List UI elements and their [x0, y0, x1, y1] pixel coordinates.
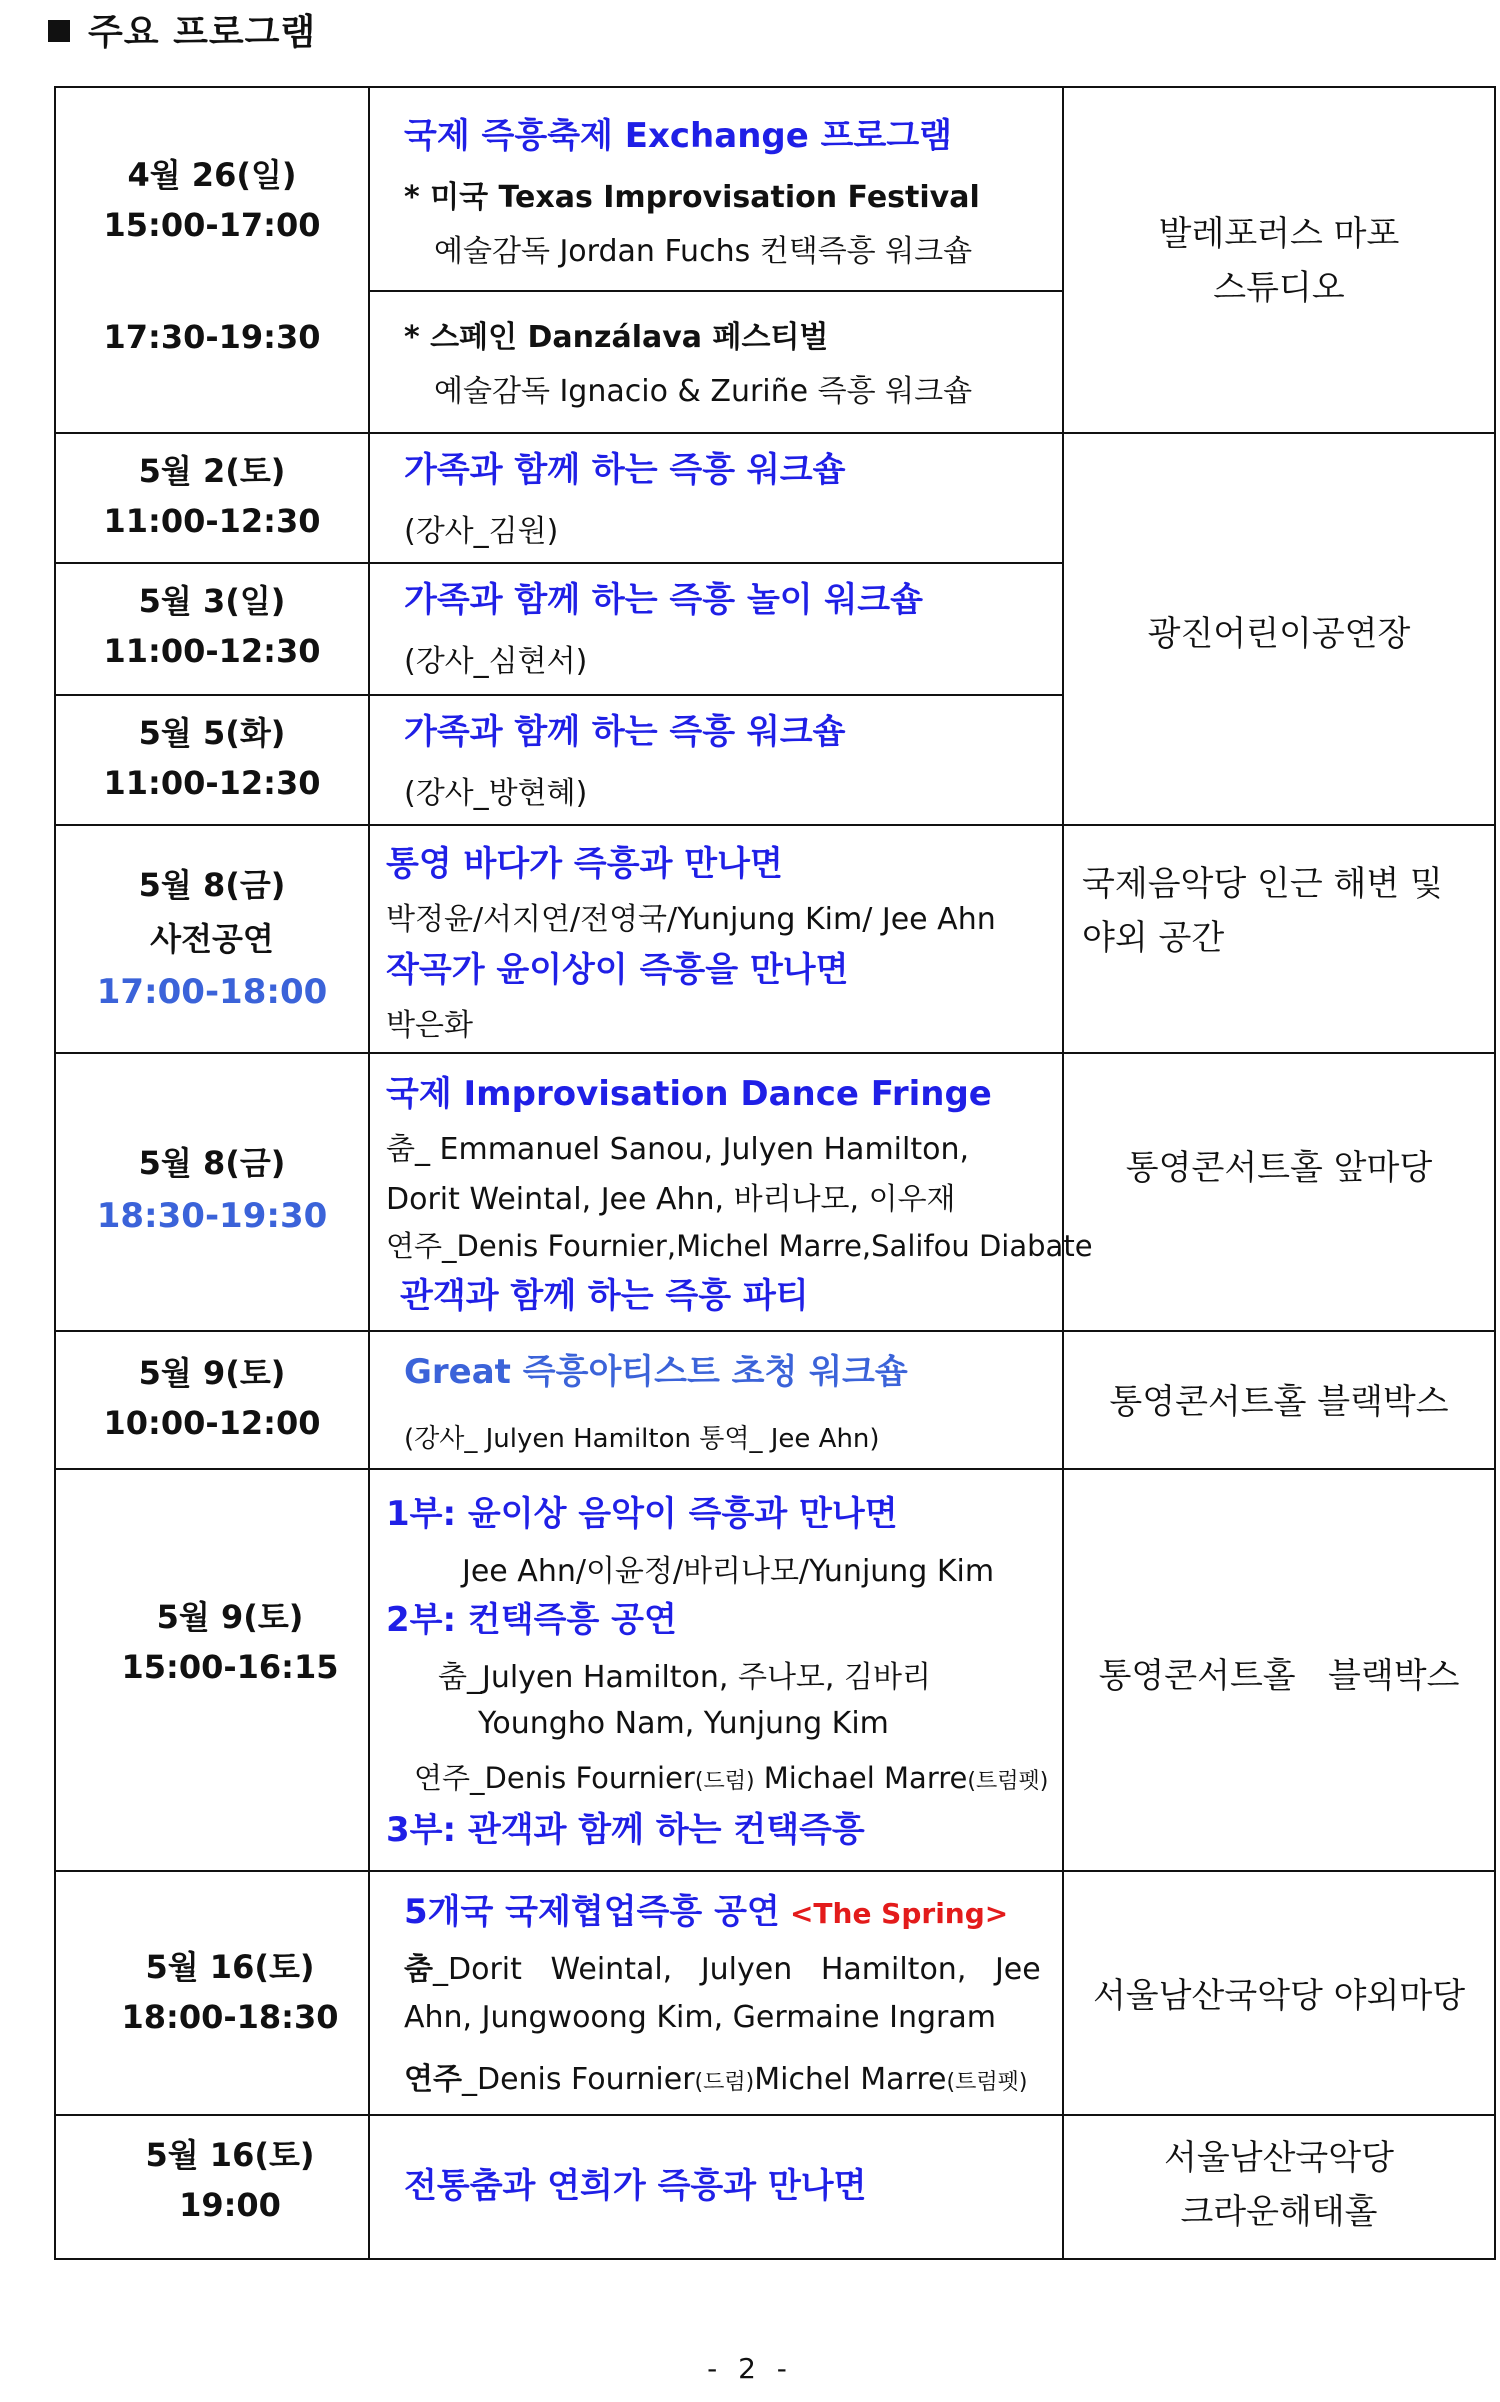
venue-cell: 서울남산국악당 — [1164, 2138, 1394, 2178]
venue-cell: 통영콘서트홀 블랙박스 — [1098, 1656, 1460, 1696]
program-part: 3부: 관객과 함께 하는 컨택즉흥 — [386, 1810, 865, 1850]
date-cell: 5월 16(토) — [145, 1948, 315, 1986]
program-title: 통영 바다가 즉흥과 만나면 — [386, 844, 783, 884]
venue-cell: 국제음악당 인근 해변 및 — [1082, 864, 1443, 904]
program-title: 관객과 함께 하는 즉흥 파티 — [400, 1276, 809, 1316]
time-cell: 15:00-16:15 — [121, 1648, 339, 1686]
page-number: - 2 - — [707, 2352, 793, 2385]
time-cell: 18:30-19:30 — [96, 1196, 328, 1236]
program-teacher: (강사_심현서) — [404, 644, 588, 679]
date-cell: 5월 8(금) — [138, 866, 286, 904]
venue-cell: 통영콘서트홀 블랙박스 — [1109, 1382, 1449, 1422]
square-bullet-icon — [48, 20, 70, 42]
venue-cell: 스튜디오 — [1213, 268, 1345, 308]
venue-cell: 광진어린이공연장 — [1147, 614, 1411, 654]
heading-text: 주요 프로그램 — [88, 12, 317, 53]
program-teacher: (강사_ Julyen Hamilton 통역_ Jee Ahn) — [404, 1424, 880, 1454]
program-performers: 연주_Denis Fournier,Michel Marre,Salifou Diabate — [386, 1229, 1093, 1263]
venue-cell: 발레포러스 마포 — [1158, 214, 1400, 254]
program-performers: Jee Ahn/이윤정/바리나모/Yunjung Kim — [462, 1554, 995, 1589]
program-teacher: (강사_김원) — [404, 514, 559, 549]
time-cell: 18:00-18:30 — [121, 1998, 339, 2036]
date-cell: 5월 16(토) — [145, 2136, 315, 2174]
program-title: Great 즉흥아티스트 초청 워크숍 — [404, 1352, 908, 1392]
program-subtitle: * 스페인 Danzálava 페스티벌 — [404, 320, 829, 355]
time-cell: 15:00-17:00 — [103, 206, 321, 244]
venue-cell: 서울남산국악당 야외마당 — [1092, 1976, 1466, 2016]
program-title: 전통춤과 연희가 즉흥과 만나면 — [404, 2166, 867, 2206]
venue-cell: 크라운해태홀 — [1180, 2192, 1378, 2232]
program-performers: Dorit Weintal, Jee Ahn, 바리나모, 이우재 — [386, 1182, 956, 1217]
program-title: 작곡가 윤이상이 즉흥을 만나면 — [386, 950, 849, 990]
event-type: 사전공연 — [150, 920, 274, 958]
program-title: 가족과 함께 하는 즉흥 놀이 워크숍 — [404, 580, 923, 620]
time-cell: 19:00 — [179, 2186, 281, 2224]
date-cell: 4월 26(일) — [127, 156, 297, 194]
program-title: 국제 즉흥축제 Exchange 프로그램 — [404, 116, 953, 156]
program-title: 가족과 함께 하는 즉흥 워크숍 — [404, 450, 846, 490]
program-part: 1부: 윤이상 음악이 즉흥과 만나면 — [386, 1494, 898, 1534]
section-heading — [48, 4, 316, 55]
program-performers: 박은화 — [386, 1008, 473, 1043]
program-performers: Ahn, Jungwoong Kim, Germaine Ingram — [404, 2000, 996, 2035]
program-performers: 춤_Julyen Hamilton, 주나모, 김바리 — [438, 1660, 931, 1695]
program-part: 2부: 컨택즉흥 공연 — [386, 1600, 677, 1640]
time-cell: 11:00-12:30 — [103, 632, 321, 670]
venue-cell: 야외 공간 — [1082, 918, 1225, 958]
date-cell: 5월 8(금) — [138, 1144, 286, 1182]
program-subtitle: * 미국 Texas Improvisation Festival — [404, 180, 980, 215]
program-title: 가족과 함께 하는 즉흥 워크숍 — [404, 712, 846, 752]
time-cell: 17:00-18:00 — [96, 972, 328, 1012]
venue-cell: 통영콘서트홀 앞마당 — [1125, 1148, 1433, 1188]
program-musicians: 연주_Denis Fournier(드럼) Michael Marre(트럼펫) — [414, 1761, 1049, 1795]
date-cell: 5월 5(화) — [138, 714, 286, 752]
program-detail: 예술감독 Jordan Fuchs 컨택즉흥 워크숍 — [434, 234, 973, 269]
program-performers: 춤_ Emmanuel Sanou, Julyen Hamilton, — [386, 1132, 969, 1167]
date-cell: 5월 9(토) — [138, 1354, 286, 1392]
time-cell: 10:00-12:00 — [103, 1404, 321, 1442]
date-cell: 5월 9(토) — [156, 1598, 304, 1636]
program-performers: Youngho Nam, Yunjung Kim — [478, 1706, 889, 1741]
date-cell: 5월 2(토) — [138, 452, 286, 490]
program-title: 국제 Improvisation Dance Fringe — [386, 1074, 992, 1114]
time-cell: 11:00-12:30 — [103, 502, 321, 540]
program-performers: 박정윤/서지연/전영국/Yunjung Kim/ Jee Ahn — [386, 902, 996, 937]
program-performers: 춤_Dorit Weintal, Julyen Hamilton, Jee — [404, 1952, 1041, 1987]
program-title: 5개국 국제협업즉흥 공연 <The Spring> — [404, 1892, 1009, 1932]
date-cell: 5월 3(일) — [138, 582, 286, 620]
program-detail: 예술감독 Ignacio & Zuriñe 즉흥 워크숍 — [434, 374, 973, 409]
program-musicians: 연주_Denis Fournier(드럼)Michel Marre(트럼펫) — [404, 2062, 1028, 2097]
program-teacher: (강사_방현혜) — [404, 776, 588, 811]
time-cell: 17:30-19:30 — [103, 318, 321, 356]
time-cell: 11:00-12:30 — [103, 764, 321, 802]
